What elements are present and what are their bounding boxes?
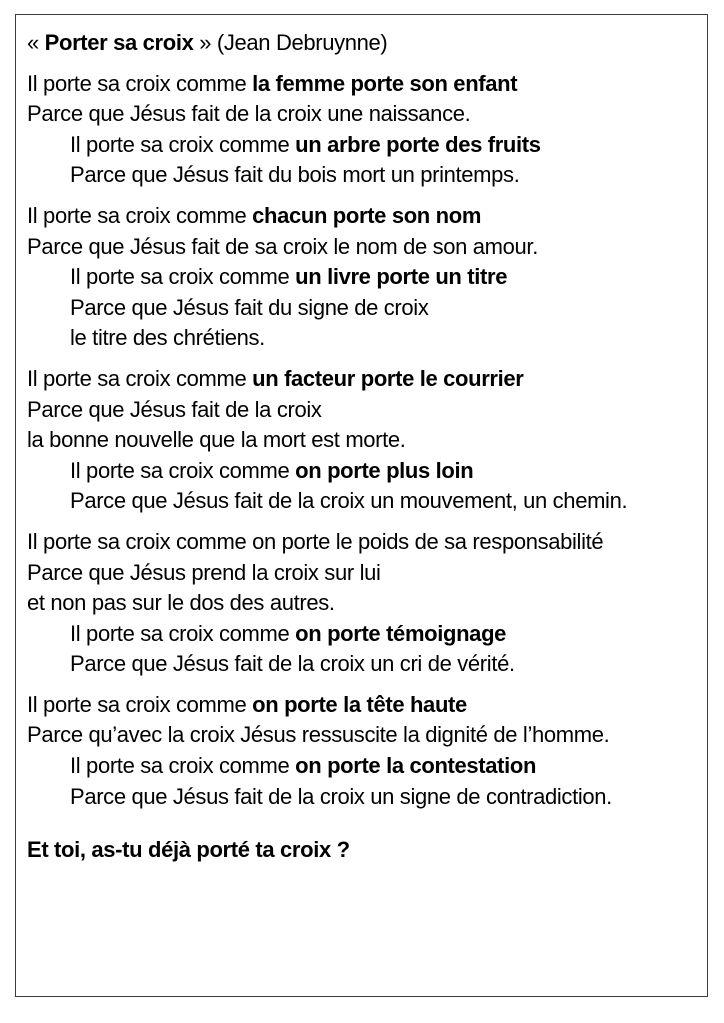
stanza-spacer	[27, 191, 703, 201]
line-emphasis: on porte la contestation	[295, 753, 537, 779]
poem-line	[27, 751, 703, 782]
poem-line	[27, 201, 703, 232]
line-emphasis: un arbre porte des fruits	[295, 131, 541, 157]
poem-line	[27, 99, 703, 130]
line-text: Il porte sa croix comme	[70, 620, 296, 646]
poem-line	[27, 69, 703, 100]
stanza	[27, 69, 703, 191]
line-emphasis: un livre porte un titre	[295, 264, 508, 290]
line-text: Parce que Jésus fait du signe de croix	[70, 294, 429, 320]
poem-line	[27, 130, 703, 161]
title-open-quote: «	[27, 30, 45, 55]
poem-line	[27, 649, 703, 680]
stanza-spacer	[27, 354, 703, 364]
line-emphasis: on porte témoignage	[295, 620, 507, 646]
poem-line	[27, 262, 703, 293]
stanza	[27, 690, 703, 812]
poem-title	[27, 28, 703, 59]
stanza-spacer	[27, 517, 703, 527]
poem-stanzas	[27, 59, 703, 813]
line-text: Il porte sa croix comme	[27, 70, 253, 96]
poem-line	[27, 160, 703, 191]
poem-line	[27, 558, 703, 589]
poem-line	[27, 293, 703, 324]
line-text: Parce que Jésus fait du bois mort un printemps.	[70, 162, 520, 188]
poem-line	[27, 456, 703, 487]
line-text: Parce que Jésus fait de la croix un cri de vérité.	[70, 651, 515, 677]
line-text: le titre des chrétiens.	[70, 325, 265, 351]
closing-text: Et toi, as-tu déjà porté ta croix ?	[27, 837, 350, 863]
stanza-spacer	[27, 59, 703, 69]
title-close-quote: »	[193, 30, 217, 55]
line-emphasis: on porte la tête haute	[252, 691, 467, 717]
poem-line	[27, 364, 703, 395]
stanza-spacer	[27, 680, 703, 690]
poem-line	[27, 690, 703, 721]
stanza	[27, 364, 703, 517]
poem-line	[27, 323, 703, 354]
poem-line	[27, 782, 703, 813]
poem-line	[27, 588, 703, 619]
line-emphasis: un facteur porte le courrier	[252, 365, 524, 391]
line-text: Parce que Jésus fait de la croix un signe de contradiction.	[70, 783, 612, 809]
line-emphasis: on porte plus loin	[295, 457, 474, 483]
line-text: Parce que Jésus fait de sa croix le nom de son amour.	[27, 233, 538, 259]
stanza	[27, 201, 703, 354]
line-text: Parce que Jésus fait de la croix une naissance.	[27, 101, 471, 127]
poem-line	[27, 486, 703, 517]
title-author: (Jean Debruynne)	[216, 30, 388, 55]
line-text: Il porte sa croix comme	[27, 365, 253, 391]
poem-line	[27, 527, 703, 558]
poem-line	[27, 232, 703, 263]
closing-spacer	[27, 812, 703, 835]
line-text: Il porte sa croix comme	[70, 457, 296, 483]
closing-question	[27, 835, 703, 866]
line-text: Parce qu’avec la croix Jésus ressuscite la dignité de l’homme.	[27, 722, 610, 748]
document-frame	[15, 14, 708, 997]
line-text: Il porte sa croix comme on porte le poids de sa responsabilité	[27, 528, 604, 554]
line-text: Parce que Jésus prend la croix sur lui	[27, 559, 381, 585]
line-text: Il porte sa croix comme	[70, 264, 296, 290]
poem-line	[27, 619, 703, 650]
line-text: Il porte sa croix comme	[27, 202, 253, 228]
line-text: Il porte sa croix comme	[70, 753, 296, 779]
line-text: Parce que Jésus fait de la croix un mouvement, un chemin.	[70, 488, 628, 514]
line-text: la bonne nouvelle que la mort est morte.	[27, 427, 406, 453]
line-text: Parce que Jésus fait de la croix	[27, 396, 322, 422]
line-text: Il porte sa croix comme	[70, 131, 296, 157]
line-text: et non pas sur le dos des autres.	[27, 590, 335, 616]
poem-line	[27, 395, 703, 426]
line-emphasis: la femme porte son enfant	[252, 70, 518, 96]
line-emphasis: chacun porte son nom	[252, 202, 482, 228]
poem-content	[27, 28, 703, 866]
stanza	[27, 527, 703, 680]
poem-line	[27, 425, 703, 456]
title-text: Porter sa croix	[44, 30, 194, 55]
poem-line	[27, 720, 703, 751]
line-text: Il porte sa croix comme	[27, 691, 253, 717]
